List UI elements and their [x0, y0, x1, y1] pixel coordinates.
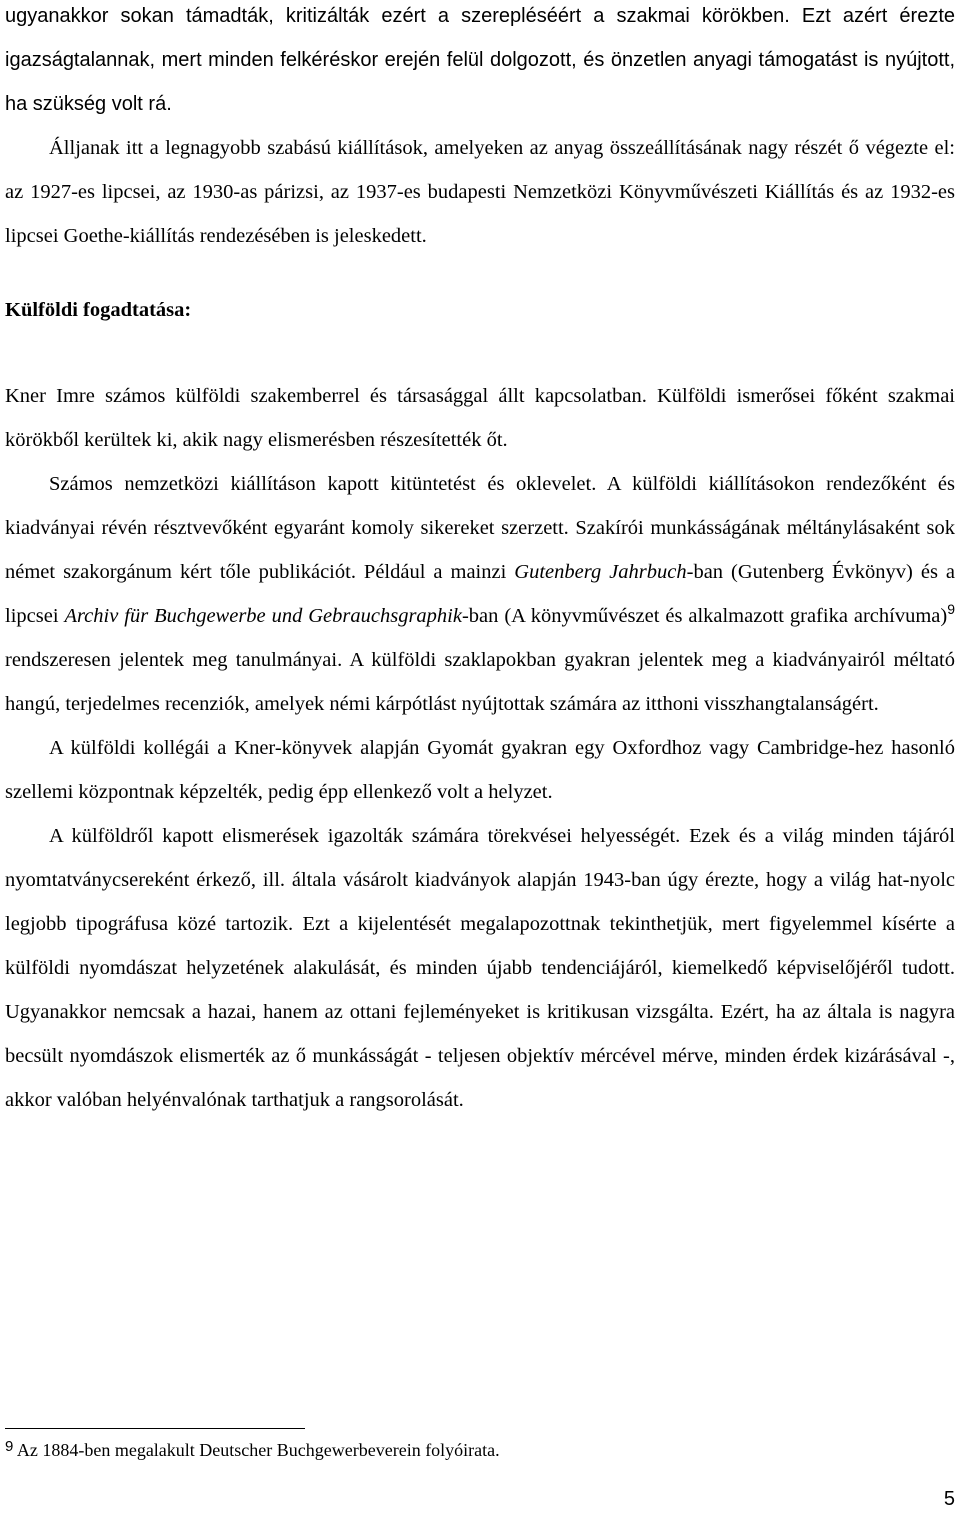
paragraph-kner-contacts: Kner Imre számos külföldi szakemberrel és társasággal állt kapcsolatban. Külföldi ismerősei főként szakmai körökből kerültek ki, akik nagy elismerésben részesítették őt. [5, 385, 955, 451]
footnote-reference: 9 [947, 601, 955, 618]
section-heading: Külföldi fogadtatása: [5, 299, 192, 321]
page-number: 5 [943, 1488, 955, 1510]
awards-text-2: -ban (Gutenberg Évkönyv) és a lipcsei [5, 561, 956, 627]
awards-text-3: -ban (A könyvművészet és alkalmazott grafika archívuma) [461, 605, 948, 627]
title-archiv-fur-buchgewerbe: Archiv für Buchgewerbe und Gebrauchsgraphik [64, 605, 462, 627]
title-gutenberg-jahrbuch: Gutenberg Jahrbuch [514, 561, 687, 583]
document-page [5, 0, 955, 1122]
footnote-mark: 9 [5, 1438, 14, 1455]
paragraph-recognition: A külföldről kapott elismerések igazolták számára törekvései helyességét. Ezek és a világ minden tájáról nyomtatványcsereként érkező, ill. általa vásárolt kiadványok alapján 1943-ban úgy érezte, hogy a világ hat-nyolc legjobb tipográfusa közé tartozik. Ezt a kijelentését megalapozottnak tekinthetjük, mert figyelemmel kísérte a külföldi nyomdászat helyzetének alakulását, és minden újabb tendenciájáról, kiemelkedő képviselőjéről tudott. Ugyanakkor nemcsak a hazai, hanem az ottani fejleményeket is kritikusan vizsgálta. Ezért, ha az általa is nagyra becsült nyomdászok elismerték az ő munkásságát - teljesen objektív mércével mérve, minden érdek kizárásával -, akkor valóban helyénvalónak tarthatjuk a rangsorolását. [5, 825, 955, 1111]
paragraph-awards [5, 462, 955, 726]
paragraph-oxford: A külföldi kollégái a Kner-könyvek alapján Gyomát gyakran egy Oxfordhoz vagy Cambridge-hez hasonló szellemi központnak képzelték, pedig épp ellenkező volt a helyzet. [5, 737, 955, 803]
paragraph-intro: ugyanakkor sokan támadták, kritizálták ezért a szerepléséért a szakmai körökben. Ezt azért érezte igazságtalannak, mert minden felkéréskor erején felül dolgozott, és önzetlen anyagi támogatást is nyújtott, ha szükség volt rá. [5, 5, 955, 115]
footnote-text: Az 1884-ben megalakult Deutscher Buchgewerbeverein folyóirata. [13, 1440, 500, 1460]
footnote [5, 1438, 945, 1462]
footnote-separator [5, 1428, 305, 1429]
awards-text-4: rendszeresen jelentek meg tanulmányai. A külföldi szaklapokban gyakran jelentek meg a kiadványairól méltató hangú, terjedelmes recenziók, amelyek némi kárpótlást nyújtottak számára az itthoni visszhangtalanságért. [5, 649, 955, 715]
paragraph-exhibitions: Álljanak itt a legnagyobb szabású kiállítások, amelyeken az anyag összeállításának nagy részét ő végezte el: az 1927-es lipcsei, az 1930-as párizsi, az 1937-es budapesti Nemzetközi Könyvművészeti Kiállítás és az 1932-es lipcsei Goethe-kiállítás rendezésében is jeleskedett. [5, 137, 955, 247]
awards-text-1: Számos nemzetközi kiállításon kapott kitüntetést és oklevelet. A külföldi kiállításokon rendezőként és kiadványai révén résztvevőként egyaránt komoly sikereket szerzett. Szakírói munkásságának méltánylásaként sok német szakorgánum kért tőle publikációt. Például a mainzi [5, 473, 955, 583]
